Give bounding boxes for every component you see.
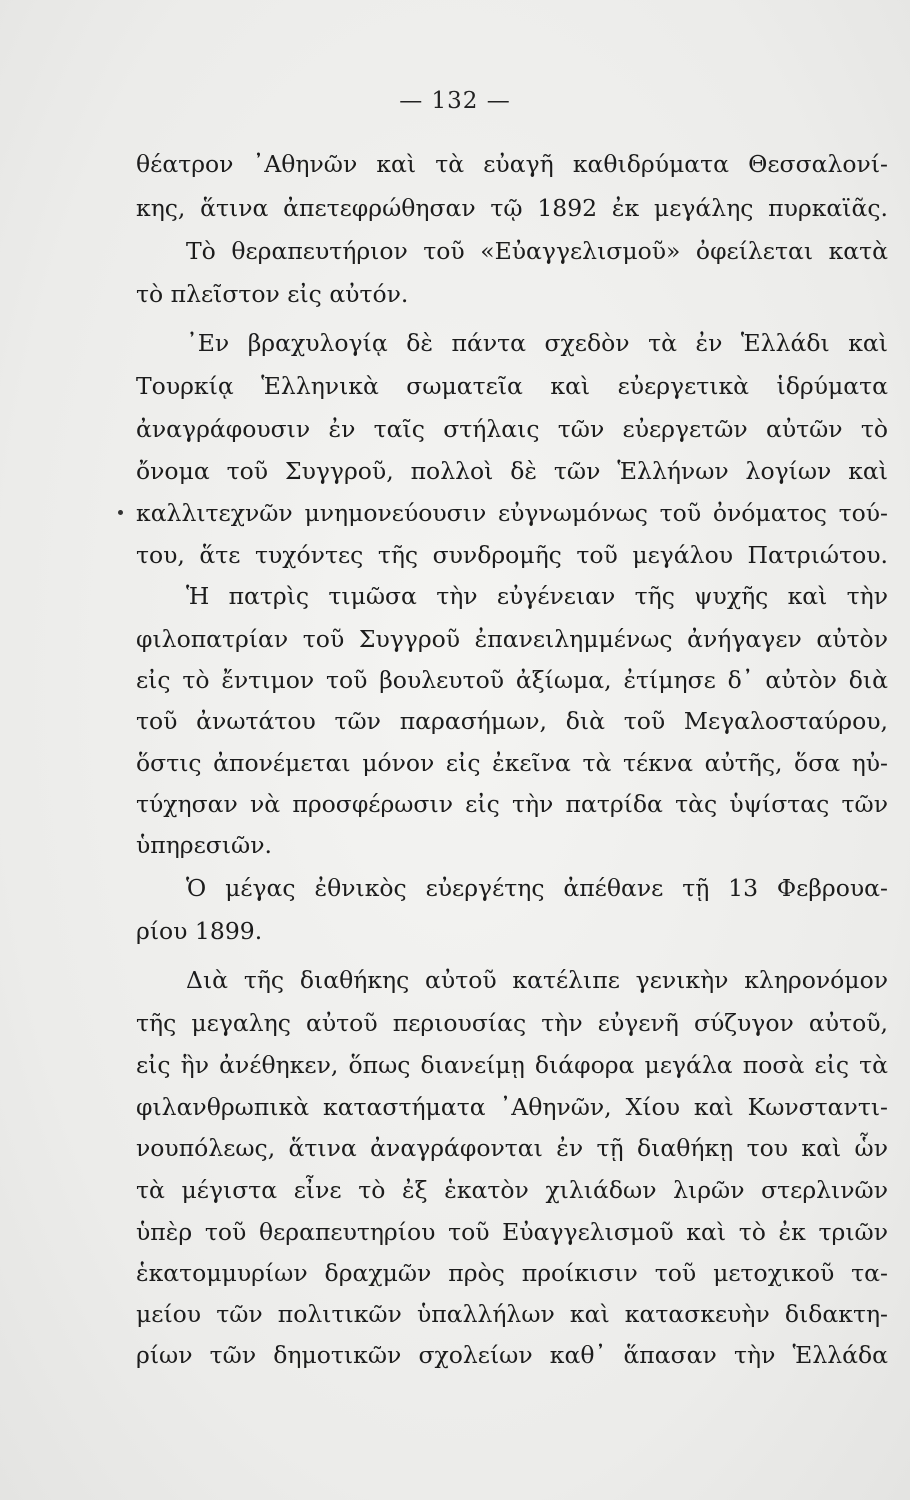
text-line: τοῦ ἀνωτάτου τῶν παρασήμων, διὰ τοῦ Μεγαλοσταύρου,	[136, 707, 888, 735]
text-line: ὑπηρεσιῶν.	[136, 831, 272, 859]
text-line: ρίων τῶν δημοτικῶν σχολείων καθ᾿ ἅπασαν τὴν Ἑλλάδα	[136, 1341, 888, 1369]
text-line: φιλανθρωπικὰ καταστήματα ᾿Αθηνῶν, Χίου καὶ Κωνσταντι-	[136, 1093, 888, 1121]
text-line: νουπόλεως, ἅτινα ἀναγράφονται ἐν τῇ διαθήκῃ του καὶ ὧν	[136, 1134, 888, 1162]
text-line: τὸ πλεῖστον εἰς αὐτόν.	[136, 280, 409, 308]
text-line: ὄνομα τοῦ Συγγροῦ, πολλοὶ δὲ τῶν Ἑλλήνων λογίων καὶ	[136, 457, 888, 485]
text-line: εἰς τὸ ἔντιμον τοῦ βουλευτοῦ ἀξίωμα, ἐτίμησε δ᾿ αὐτὸν διὰ	[136, 666, 888, 694]
text-line: Τὸ θεραπευτήριον τοῦ «Εὐαγγελισμοῦ» ὀφείλεται κατὰ	[186, 237, 888, 265]
text-line: ἀναγράφουσιν ἐν ταῖς στήλαις τῶν εὐεργετῶν αὐτῶν τὸ	[136, 415, 888, 443]
text-line: ρίου 1899.	[136, 917, 263, 945]
text-line: εἰς ἣν ἀνέθηκεν, ὅπως διανείμῃ διάφορα μεγάλα ποσὰ εἰς τὰ	[136, 1051, 888, 1079]
text-line: τὰ μέγιστα εἶνε τὸ ἐξ ἑκατὸν χιλιάδων λιρῶν στερλινῶν	[136, 1176, 888, 1204]
text-line: τῆς μεγαλης αὐτοῦ περιουσίας τὴν εὐγενῆ σύζυγον αὐτοῦ,	[136, 1009, 888, 1037]
text-line: ᾿Εν βραχυλογίᾳ δὲ πάντα σχεδὸν τὰ ἐν Ἑλλάδι καὶ	[186, 329, 888, 357]
text-line: καλλιτεχνῶν μνημονεύουσιν εὐγνωμόνως τοῦ ὀνόματος τού-	[136, 499, 888, 527]
page-number: — 132 —	[399, 88, 511, 114]
text-line: ὅστις ἀπονέμεται μόνον εἰς ἐκεῖνα τὰ τέκνα αὐτῆς, ὅσα ηὐ-	[136, 749, 888, 777]
text-line: μείου τῶν πολιτικῶν ὑπαλλήλων καὶ κατασκευὴν διδακτη-	[136, 1300, 888, 1328]
text-line: Τουρκίᾳ Ἑλληνικὰ σωματεῖα καὶ εὐεργετικὰ ἱδρύματα	[136, 372, 888, 400]
text-line: φιλοπατρίαν τοῦ Συγγροῦ ἐπανειλημμένως ἀνήγαγεν αὐτὸν	[136, 625, 888, 653]
text-line: θέατρον ᾿Αθηνῶν καὶ τὰ εὐαγῆ καθιδρύματα Θεσσαλονί-	[136, 150, 888, 178]
text-line: ἑκατομμυρίων δραχμῶν πρὸς προίκισιν τοῦ μετοχικοῦ τα-	[136, 1259, 888, 1287]
text-line: του, ἅτε τυχόντες τῆς συνδρομῆς τοῦ μεγάλου Πατριώτου.	[136, 541, 888, 569]
text-line: Ἡ πατρὶς τιμῶσα τὴν εὐγένειαν τῆς ψυχῆς καὶ τὴν	[186, 582, 888, 610]
text-line: τύχησαν νὰ προσφέρωσιν εἰς τὴν πατρίδα τὰς ὑψίστας τῶν	[136, 790, 888, 818]
text-line: Διὰ τῆς διαθήκης αὐτοῦ κατέλιπε γενικὴν κληρονόμον	[186, 966, 888, 994]
text-line: ὑπὲρ τοῦ θεραπευτηρίου τοῦ Εὐαγγελισμοῦ καὶ τὸ ἐκ τριῶν	[136, 1218, 888, 1246]
text-line: κης, ἅτινα ἀπετεφρώθησαν τῷ 1892 ἐκ μεγάλης πυρκαϊᾶς.	[136, 194, 888, 222]
text-line: Ὁ μέγας ἐθνικὸς εὐεργέτης ἀπέθανε τῇ 13 Φεβρουα-	[186, 874, 888, 902]
margin-dot	[118, 510, 123, 515]
